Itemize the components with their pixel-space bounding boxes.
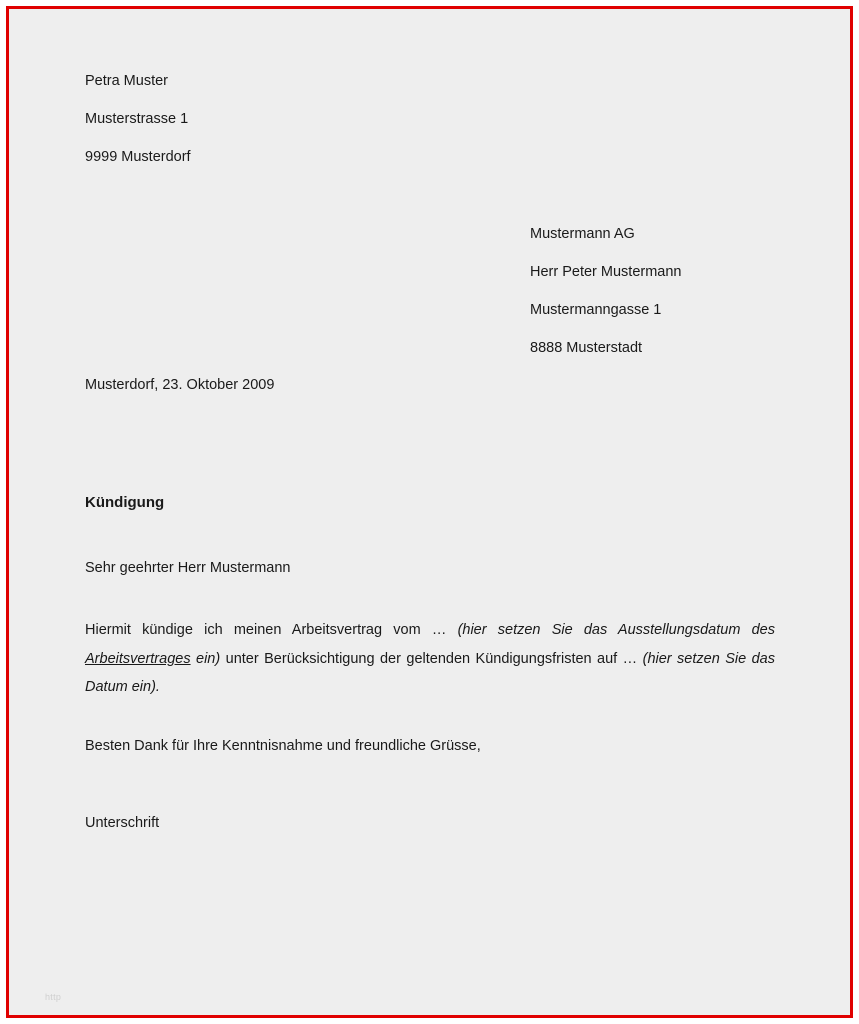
body-text-underlined: Arbeitsvertrages xyxy=(85,650,191,667)
body-text-italic-1: (hier setzen Sie das Ausstellungsdatum des xyxy=(457,622,775,638)
sender-address-line: Musterstrasse 1 xyxy=(85,111,189,127)
body-text-plain-1: Hiermit kündige ich meinen Arbeitsvertrag vom … xyxy=(85,622,458,638)
sender-address-line: Petra Muster xyxy=(85,73,168,89)
recipient-address-line: Mustermann AG xyxy=(530,226,635,242)
letter-salutation: Sehr geehrter Herr Mustermann xyxy=(85,560,291,576)
footer-note: http xyxy=(45,992,62,1002)
sender-address-line: 9999 Musterdorf xyxy=(85,149,191,165)
body-text-italic-3: (hier setzen Sie das Datum ein). xyxy=(85,650,775,695)
document-red-border xyxy=(6,6,853,1018)
recipient-address-line: Herr Peter Mustermann xyxy=(530,264,682,280)
letter-subject: Kündigung xyxy=(85,494,165,511)
letter-closing: Besten Dank für Ihre Kenntnisnahme und freundliche Grüsse, xyxy=(85,738,481,754)
recipient-address-block xyxy=(530,206,682,377)
recipient-address-line: 8888 Musterstadt xyxy=(530,340,643,356)
letter-body xyxy=(9,9,850,1015)
body-text-plain-2: unter Berücksichtigung der geltenden Kündigungsfristen auf … xyxy=(220,650,643,667)
body-text-italic-2: ein) xyxy=(190,650,221,667)
place-and-date: Musterdorf, 23. Oktober 2009 xyxy=(85,377,275,393)
letter-body-paragraph xyxy=(85,616,775,702)
signature-label: Unterschrift xyxy=(85,815,160,831)
sender-address-block xyxy=(85,53,191,186)
recipient-address-line: Mustermanngasse 1 xyxy=(530,302,662,318)
